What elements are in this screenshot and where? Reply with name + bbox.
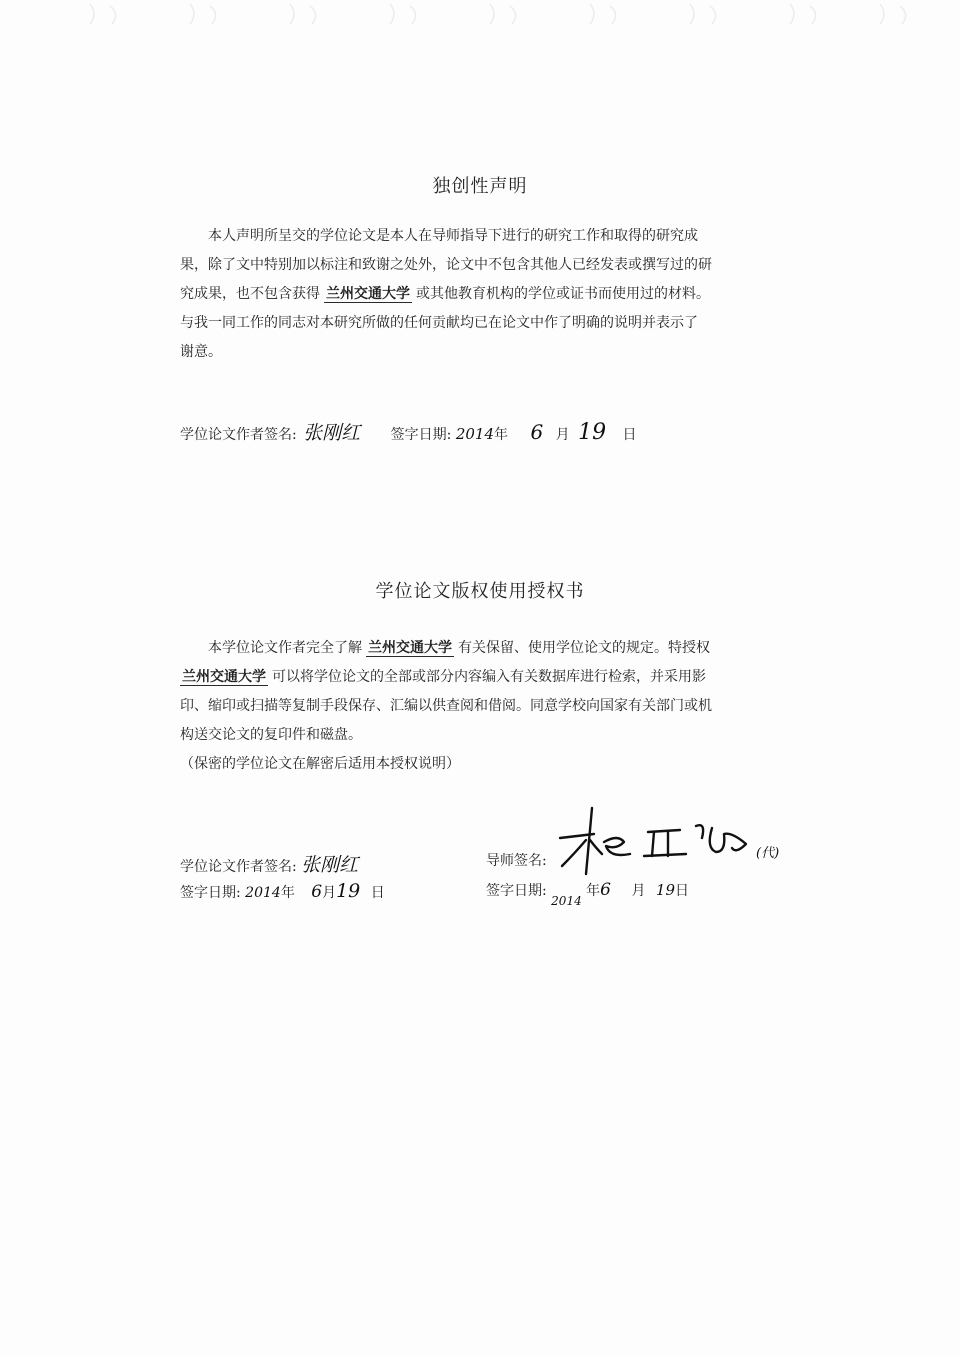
advisor-date-year: 2014 (551, 894, 582, 908)
declaration-paragraph (180, 222, 760, 367)
author-signature-row (180, 850, 358, 877)
authorization-title: 学位论文版权使用授权书 (375, 581, 585, 602)
author-date-row (180, 880, 385, 902)
authorization-note: （保密的学位论文在解密后适用本授权说明） (180, 756, 460, 772)
declaration-title: 独创性声明 (432, 176, 528, 197)
declaration-signature-handwriting: 张刚红 (303, 422, 361, 444)
authorization-line-2b: 可以将学位论文的全部或部分内容编入有关数据库进行检索，并采用影 (272, 669, 706, 685)
author-day-char: 日 (370, 885, 385, 901)
declaration-day-char: 日 (622, 427, 637, 443)
declaration-line-2: 果，除了文中特别加以标注和致谢之处外，论文中不包含其他人已经发表或撰写过的研 (180, 257, 712, 273)
declaration-date-month: 6 (530, 420, 544, 444)
declaration-signature-row (180, 418, 637, 445)
author-signature-handwriting: 张刚红 (301, 854, 359, 876)
author-date-year: 2014 (245, 885, 281, 901)
declaration-line-1: 本人声明所呈交的学位论文是本人在导师指导下进行的研究工作和取得的研究成 (208, 228, 698, 244)
declaration-date-year: 2014 (455, 425, 494, 443)
authorization-line-1a: 本学位论文作者完全了解 (208, 640, 362, 656)
declaration-line-5: 谢意。 (180, 344, 222, 360)
declaration-date-day: 19 (578, 420, 607, 445)
advisor-date-row (486, 880, 689, 908)
advisor-signature-suffix-row (756, 842, 779, 861)
declaration-month-char: 月 (555, 427, 570, 443)
declaration-line-3a: 究成果，也不包含获得 (180, 286, 320, 302)
authorization-line-3: 印、缩印或扫描等复制手段保存、汇编以供查阅和借阅。同意学校向国家有关部门或机 (180, 698, 712, 714)
author-month-char: 月 (322, 885, 337, 901)
advisor-year-char: 年 (586, 883, 601, 899)
advisor-day-char: 日 (675, 883, 689, 899)
author-signature-label: 学位论文作者签名: (180, 859, 297, 875)
author-year-char: 年 (280, 885, 295, 901)
authorization-paragraph (180, 634, 760, 779)
watermark-band (0, 0, 960, 30)
author-date-label: 签字日期: (180, 885, 241, 901)
declaration-university: 兰州交通大学 (326, 286, 410, 302)
advisor-signature-row (486, 850, 547, 870)
author-date-day: 19 (336, 880, 361, 902)
authorization-line-1b: 有关保留、使用学位论文的规定。特授权 (458, 640, 710, 656)
declaration-line-3b: 或其他教育机构的学位或证书而使用过的材料。 (416, 286, 710, 302)
advisor-month-char: 月 (631, 883, 646, 899)
declaration-year-char: 年 (494, 427, 508, 443)
declaration-signature-label: 学位论文作者签名: (180, 427, 297, 443)
authorization-university-2: 兰州交通大学 (182, 669, 266, 685)
author-date-month: 6 (311, 882, 323, 902)
advisor-date-day: 19 (655, 881, 675, 899)
authorization-line-4: 构送交论文的复印件和磁盘。 (180, 727, 362, 743)
advisor-signature-suffix: (代) (756, 846, 780, 861)
advisor-date-month: 6 (600, 880, 611, 900)
advisor-date-label: 签字日期: (486, 883, 547, 899)
authorization-university-1: 兰州交通大学 (368, 640, 452, 656)
declaration-line-4: 与我一同工作的同志对本研究所做的任何贡献均已在论文中作了明确的说明并表示了 (180, 315, 698, 331)
advisor-signature-label: 导师签名: (486, 853, 547, 869)
declaration-date-label: 签字日期: (390, 427, 452, 443)
